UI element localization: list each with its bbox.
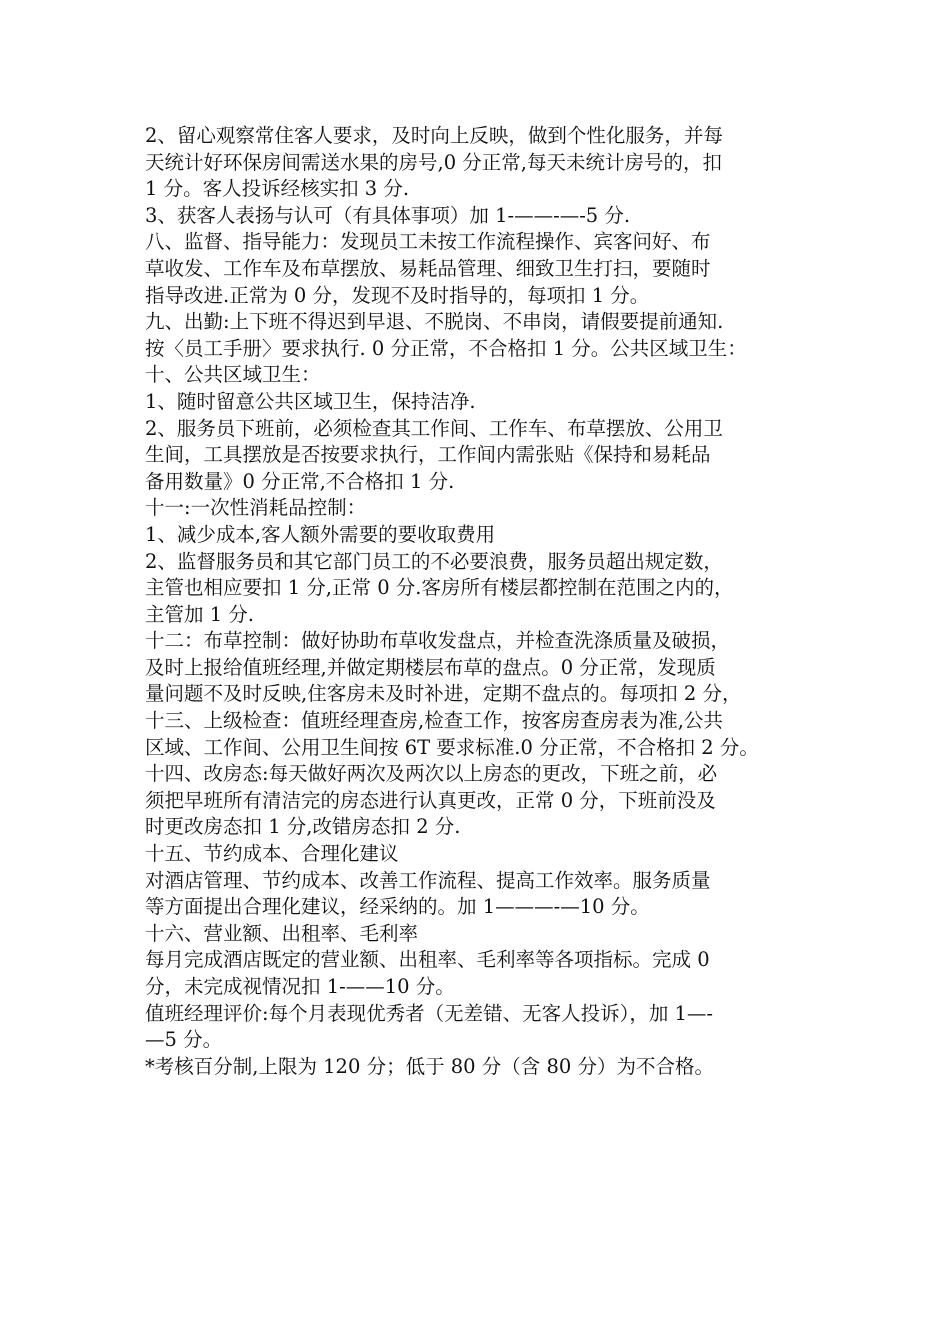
text-line: 天统计好环保房间需送水果的房号,0 分正常,每天未统计房号的，扣 <box>145 150 723 174</box>
text-line: *考核百分制,上限为 120 分；低于 80 分（含 80 分）为不合格。 <box>145 1054 714 1078</box>
text-line: —5 分。 <box>145 1028 223 1052</box>
text-line: 主管加 1 分. <box>145 602 255 626</box>
text-line: 备用数量》0 分正常,不合格扣 1 分. <box>145 469 455 493</box>
text-line: 2、服务员下班前，必须检查其工作间、工作车、布草摆放、公用卫 <box>145 416 723 440</box>
document-body <box>145 123 825 1080</box>
text-line: 十六、营业额、出租率、毛利率 <box>145 921 419 945</box>
text-line: 时更改房态扣 1 分,改错房态扣 2 分. <box>145 815 461 839</box>
text-line: 生间，工具摆放是否按要求执行，工作间内需张贴《保持和易耗品 <box>145 443 711 467</box>
text-line: 每月完成酒店既定的营业额、出租率、毛利率等各项指标。完成 0 <box>145 948 710 972</box>
text-line: 及时上报给值班经理,并做定期楼层布草的盘点。0 分正常，发现质 <box>145 655 716 679</box>
text-line: 十一:一次性消耗品控制： <box>145 496 367 520</box>
text-line: 主管也相应要扣 1 分,正常 0 分.客房所有楼层都控制在范围之内的， <box>145 576 734 600</box>
text-line: 十、公共区域卫生： <box>145 363 321 387</box>
text-line: 2、监督服务员和其它部门员工的不必要浪费，服务员超出规定数， <box>145 549 723 573</box>
text-line: 1、减少成本,客人额外需要的要收取费用 <box>145 522 496 546</box>
text-line: 等方面提出合理化建议，经采纳的。加 1———-—10 分。 <box>145 895 650 919</box>
text-line: 1、随时留意公共区域卫生，保持洁净. <box>145 389 476 413</box>
text-line: 2、留心观察常住客人要求，及时向上反映，做到个性化服务，并每 <box>145 124 723 147</box>
text-line: 区域、工作间、公用卫生间按 6T 要求标准.0 分正常，不合格扣 2 分。 <box>145 735 759 759</box>
text-line: 草收发、工作车及布草摆放、易耗品管理、细致卫生打扫，要随时 <box>145 256 711 280</box>
text-line: 十三、上级检查：值班经理查房,检查工作，按客房查房表为准,公共 <box>145 709 723 733</box>
text-line: 1 分。客人投诉经核实扣 3 分. <box>145 177 410 201</box>
text-line: 十二：布草控制：做好协助布草收发盘点，并检查洗涤质量及破损， <box>145 629 731 653</box>
text-line: 九、出勤:上下班不得迟到早退、不脱岗、不串岗，请假要提前通知. <box>145 310 724 334</box>
text-line: 对酒店管理、节约成本、改善工作流程、提高工作效率。服务质量 <box>145 868 711 892</box>
text-line: 十四、改房态:每天做好两次及两次以上房态的更改，下班之前，必 <box>145 762 718 786</box>
text-line: 十五、节约成本、合理化建议 <box>145 842 399 866</box>
text-line: 须把早班所有清洁完的房态进行认真更改，正常 0 分，下班前没及 <box>145 788 716 812</box>
text-line: 值班经理评价:每个月表现优秀者（无差错、无客人投诉），加 1—- <box>145 1001 714 1025</box>
text-line: 按〈员工手册〉要求执行. 0 分正常，不合格扣 1 分。公共区域卫生： <box>145 336 747 360</box>
text-line: 指导改进.正常为 0 分，发现不及时指导的，每项扣 1 分。 <box>145 283 650 307</box>
text-line: 量问题不及时反映,住客房未及时补进，定期不盘点的。每项扣 2 分， <box>145 682 742 706</box>
text-line: 3、获客人表扬与认可（有具体事项）加 1-——-—-5 分. <box>145 203 631 227</box>
text-line: 八、监督、指导能力：发现员工未按工作流程操作、宾客问好、布 <box>145 230 711 254</box>
text-line: 分，未完成视情况扣 1-——10 分。 <box>145 975 455 998</box>
